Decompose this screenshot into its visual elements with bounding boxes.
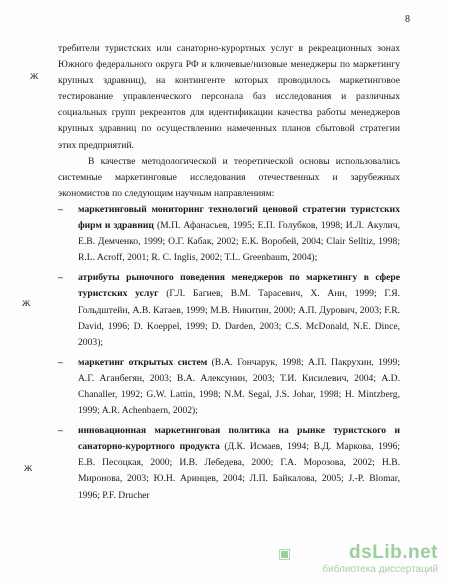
body-text <box>58 41 400 508</box>
list-dash: – <box>58 203 63 215</box>
list-dash: – <box>58 272 63 284</box>
list-item <box>58 423 400 503</box>
margin-mark: ж <box>24 460 33 474</box>
list-refs: (В.А. Гончарук, 1998; А.П. Пакрухин, 1999; А.Г. Аганбегян, 2003; В.А. Алексунин, 2003; Т.И. Кисилевич, 2004; A.D. Chanaller, 1992; G.W. Lattin, 1998; N.M. Segal, J.S. Johar, 1998; H. Mintzberg, 1999; A.R. Achenbaern, 2002); <box>78 356 400 417</box>
margin-mark: ж <box>30 68 39 82</box>
research-directions-list <box>58 202 400 504</box>
watermark <box>278 542 438 576</box>
list-item <box>58 355 400 419</box>
list-topic: маркетинг открытых систем <box>78 356 208 368</box>
method-paragraph: В качестве методологической и теоретической основы использовались системные маркетинговые исследования отечественных и зарубежных экономистов по следующим научным направлениям: <box>58 155 400 199</box>
margin-mark: ж <box>22 295 31 309</box>
watermark-site: dsLib.net <box>349 542 438 563</box>
list-topic: инновационная маркетинговая политика на рынке туристского и санаторно-курортного продукта <box>78 425 400 453</box>
page-number: 8 <box>405 14 410 25</box>
list-dash: – <box>58 425 63 437</box>
watermark-tagline: библиотека диссертаций <box>322 564 438 575</box>
list-refs: (М.П. Афанасьев, 1995; Е.П. Голубков, 1998; И.Л. Акулич, Е.В. Демченко, 1999; О.Г. Кабак, 2002; Е.К. Воробей, 2004; Clair Selltiz, 1998; R.L. Acroff, 2001; R. C. Inglis, 2002; T.L. Greenbaum, 2004); <box>78 220 400 264</box>
list-refs: (Д.К. Исмаев, 1994; В.Д. Маркова, 1996; Е.В. Песоцкая, 2000; И.В. Лебедева, 2000; Г.А. Морозова, 2002; Н.В. Миронова, 2003; Ю.Н. Аринцев, 2004; Л.П. Байкалова, 2005; J.-P. Blomar, 1996; P.F. Drucher <box>78 441 400 501</box>
list-item <box>58 202 400 266</box>
list-dash: – <box>58 356 63 368</box>
list-topic: маркетинговый мониторинг технологий ценовой стратегии туристских фирм и здравниц <box>78 203 400 232</box>
list-item <box>58 270 400 350</box>
intro-paragraph: требители туристских или санаторно-курортных услуг в рекреационных зонах Южного федерального округа РФ и ключевые/низовые менеджеры по маркетингу крупных здравниц), на контингенте которых проводилось маркетинговое тестирование управленческого персонала баз исследования и различных социальных групп рекреантов для идентификации качества работы менеджеров крупных здравниц по осуществлению намеченных планов сбытовой стратегии этих предприятий. <box>58 43 400 151</box>
list-topic: атрибуты рыночного поведения менеджеров по маркетингу в сфере туристских услуг <box>78 272 400 300</box>
list-refs: (Г.Л. Багиев, В.М. Тарасевич, Х. Анн, 1999; Г.Я. Гольдштейн, А.В. Катаев, 1999; М.В. Никитин, 2000; А.П. Дурович, 2003; F.R. David, 1996; D. Koeppel, 1999; D. Darden, 2003; C.S. McDonald, N.E. Dince, 2003); <box>78 288 401 348</box>
dslib-icon: ▣ <box>278 547 292 562</box>
